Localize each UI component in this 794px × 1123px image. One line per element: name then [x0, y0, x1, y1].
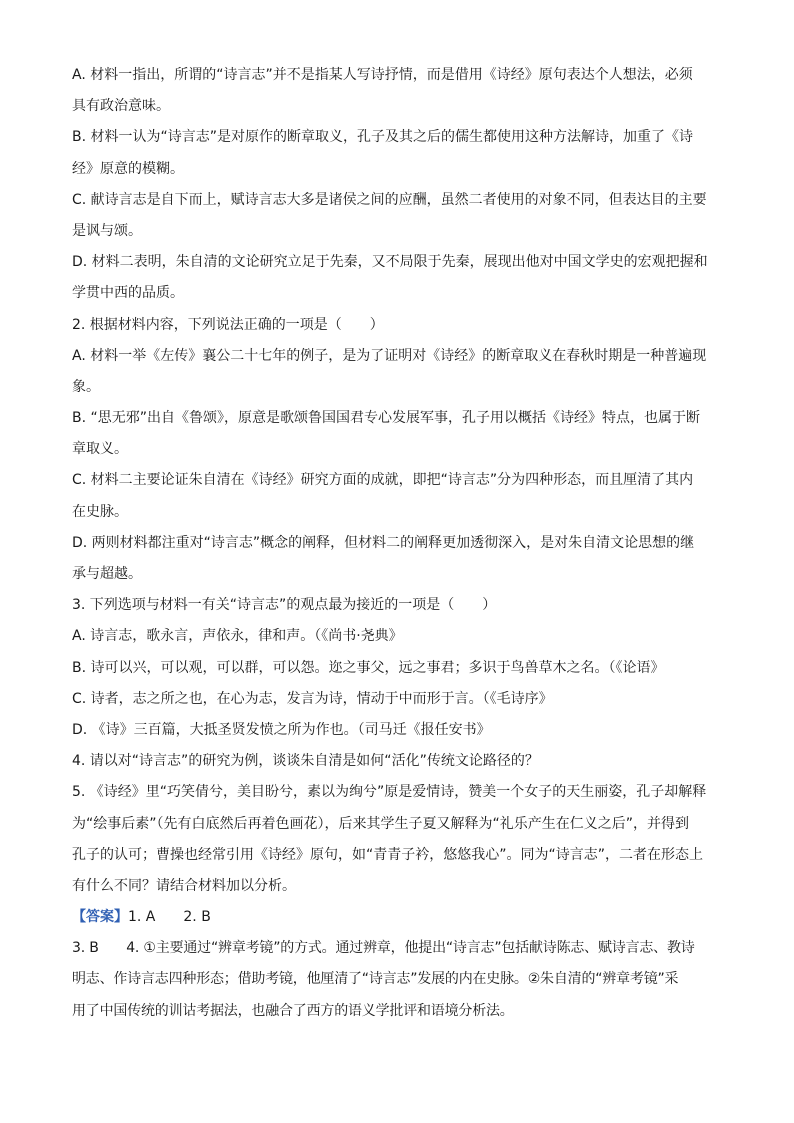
text-line: 学贯中西的品质。: [72, 285, 184, 302]
text-line: 具有政治意味。: [72, 98, 170, 115]
text-line: 孔子的认可；曹操也经常引用《诗经》原句，如“青青子衿，悠悠我心”。同为“诗言志”，二者在形态上: [72, 846, 704, 863]
text-line: C. 材料二主要论证朱自清在《诗经》研究方面的成就，即把“诗言志”分为四种形态，而且厘清了其内: [72, 472, 694, 489]
text-line: 在史脉。: [72, 503, 128, 520]
answer-tag: 【答案】: [72, 909, 128, 926]
text-line: 经》原意的模糊。: [72, 160, 184, 177]
text-line: 承与超越。: [72, 566, 142, 582]
document-page: [72, 60, 722, 1027]
text-line: 有什么不同？请结合材料加以分析。: [72, 877, 296, 894]
answer-line: 3. B 4. ①主要通过“辨章考镜”的方式。通过辨章，他提出“诗言志”包括献诗陈志、赋诗言志、教诗: [72, 940, 695, 957]
answer-1: 1. A: [128, 909, 156, 926]
answer-2: 2. B: [183, 909, 211, 926]
text-line: B. 诗可以兴，可以观，可以群，可以怨。迩之事父，远之事君；多识于鸟兽草木之名。（《论语》: [72, 659, 665, 676]
text-line: A. 材料一举《左传》襄公二十七年的例子，是为了证明对《诗经》的断章取义在春秋时期是一种普遍现: [72, 347, 707, 364]
question-2-stem: 2. 根据材料内容，下列说法正确的一项是（ ）: [72, 316, 384, 333]
text-line: 象。: [72, 378, 100, 395]
question-4-stem: 4. 请以对“诗言志”的研究为例，谈谈朱自清是如何“活化”传统文论路径的？: [72, 753, 539, 770]
text-line: 章取义。: [72, 441, 128, 458]
text-line: C. 诗者，志之所之也，在心为志，发言为诗，情动于中而形于言。（《毛诗序》: [72, 690, 553, 707]
text-line: A. 材料一指出，所谓的“诗言志”并不是指某人写诗抒情，而是借用《诗经》原句表达个人想法，必须: [72, 67, 693, 83]
text-line: D. 两则材料都注重对“诗言志”概念的阐释，但材料二的阐释更加透彻深入，是对朱自清文论思想的继: [72, 534, 695, 551]
answer-header-line: [72, 902, 722, 933]
text-line: D. 《诗》三百篇，大抵圣贤发愤之所为作也。（司马迁《报任安书》: [72, 721, 491, 738]
text-line: A. 诗言志，歌永言，声依永，律和声。（《尚书·尧典》: [72, 628, 403, 645]
question-5-stem: 5. 《诗经》里“巧笑倩兮，美目盼兮，素以为绚兮”原是爱情诗，赞美一个女子的天生丽姿，孔子却解释: [72, 784, 707, 801]
answer-line: 用了中国传统的训诂考据法，也融合了西方的语义学批评和语境分析法。: [72, 1002, 514, 1019]
text-line: 是讽与颂。: [72, 222, 142, 239]
text-line: D. 材料二表明，朱自清的文论研究立足于先秦，又不局限于先秦，展现出他对中国文学史的宏观把握和: [72, 254, 708, 271]
text-line: B. 材料一认为“诗言志”是对原作的断章取义，孔子及其之后的儒生都使用这种方法解诗，加重了《诗: [72, 129, 694, 146]
text-line: C. 献诗言志是自下而上，赋诗言志大多是诸侯之间的应酬，虽然二者使用的对象不同，但表达目的主要: [72, 191, 707, 208]
text-line: B. “思无邪”出自《鲁颂》，原意是歌颂鲁国国君专心发展军事，孔子用以概括《诗经》特点，也属于断: [72, 410, 701, 427]
text-line: 为“绘事后素”（先有白底然后再着色画花），后来其学生子夏又解释为“礼乐产生在仁义之后”，并得到: [72, 815, 690, 832]
question-3-stem: 3. 下列选项与材料一有关“诗言志”的观点最为接近的一项是（ ）: [72, 597, 497, 614]
answer-line: 明志、作诗言志四种形态；借助考镜，他厘清了“诗言志”发展的内在史脉。②朱自清的“辨章考镜”采: [72, 971, 679, 988]
